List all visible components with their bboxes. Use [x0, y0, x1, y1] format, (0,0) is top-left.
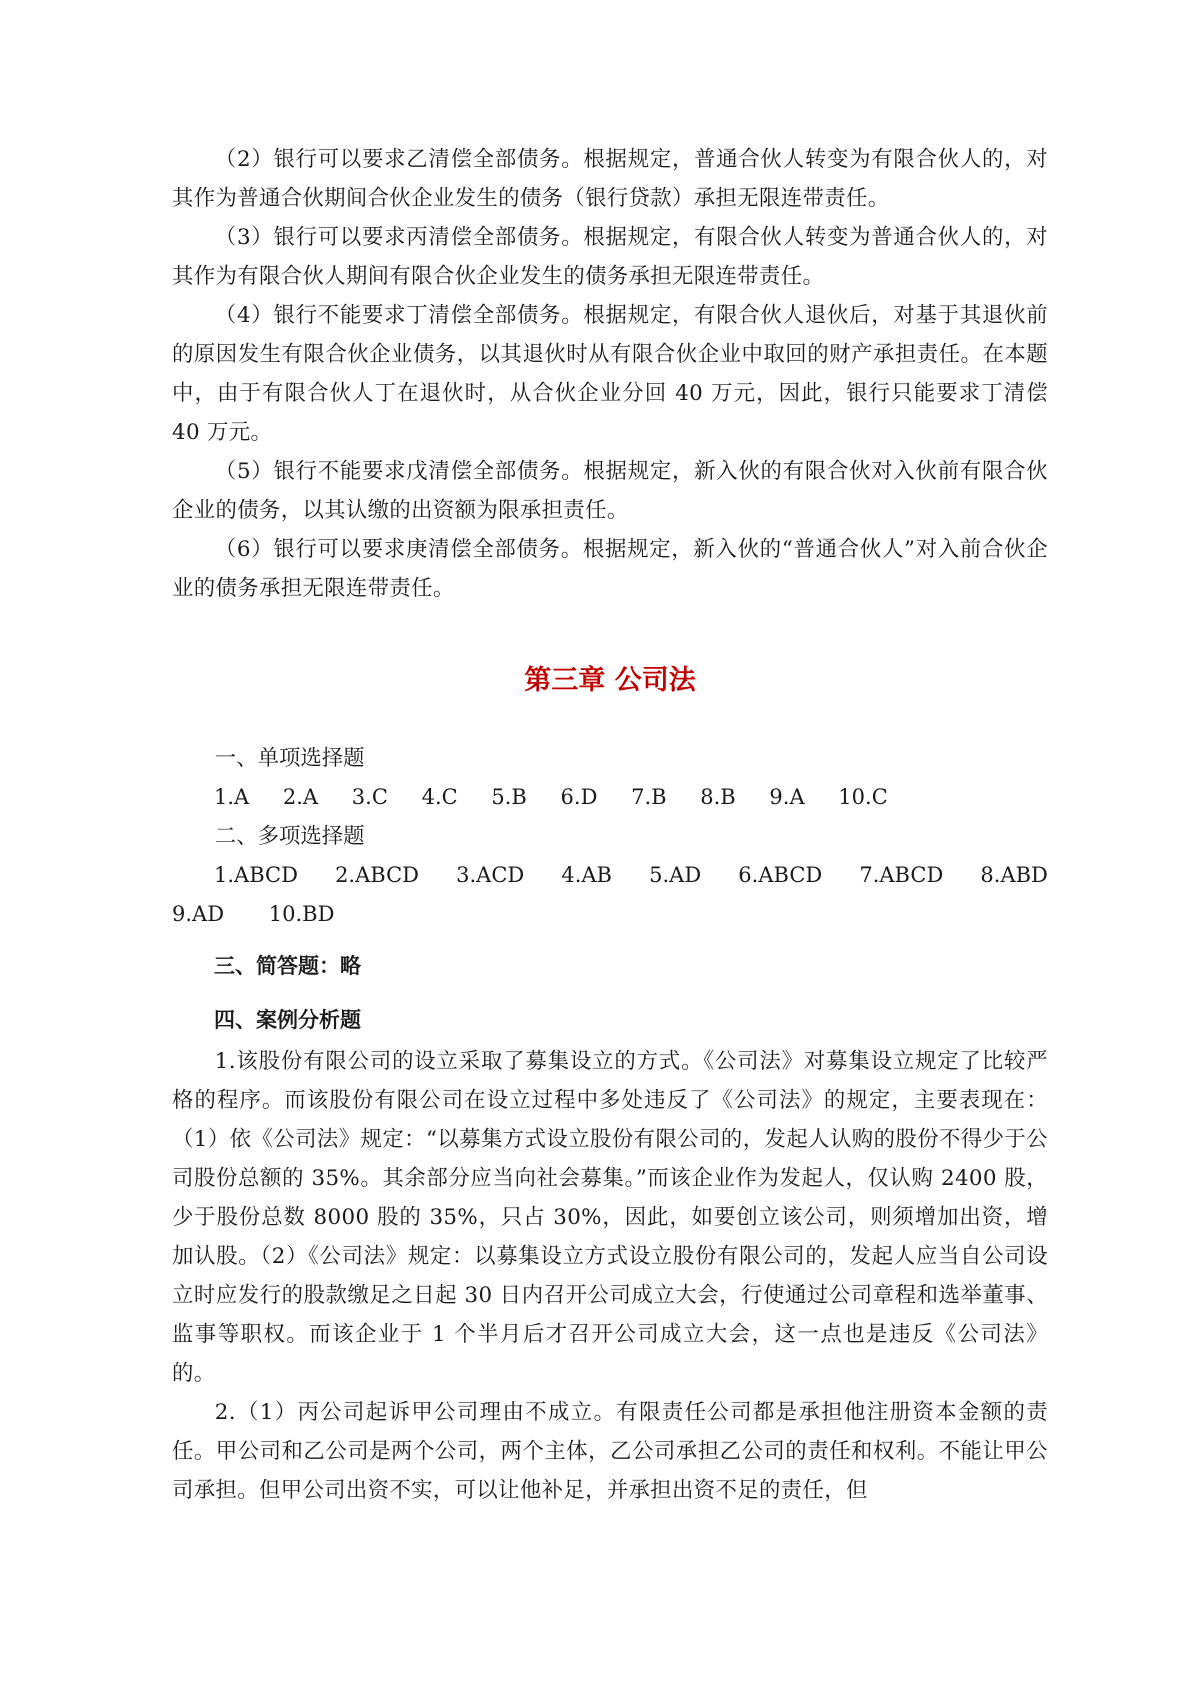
paragraph-2: （2）银行可以要求乙清偿全部债务。根据规定，普通合伙人转变为有限合伙人的，对其作为普通合伙期间合伙企业发生的债务（银行贷款）承担无限连带责任。 [172, 147, 1048, 211]
answer-item: 4.C [421, 785, 458, 809]
case-paragraph-2: 2.（1）丙公司起诉甲公司理由不成立。有限责任公司都是承担他注册资本金额的责任。甲公司和乙公司是两个公司，两个主体，乙公司承担乙公司的责任和权利。不能让甲公司承担。但甲公司出资不实，可以让他补足，并承担出资不足的责任，但 [172, 1400, 1048, 1503]
answer-item: 1.A [214, 785, 250, 809]
section-single-choice: 一、单项选择题 [214, 746, 365, 771]
answer-item: 8.B [700, 785, 736, 809]
multiple-choice-answers-row-2 [172, 895, 1048, 934]
answer-item: 6.ABCD [738, 863, 823, 887]
answer-item: 8.ABD [980, 863, 1048, 887]
answer-item: 5.B [491, 785, 527, 809]
paragraph-3: （3）银行可以要求丙清偿全部债务。根据规定，有限合伙人转变为普通合伙人的，对其作为有限合伙人期间有限合伙企业发生的债务承担无限连带责任。 [172, 225, 1048, 289]
answer-item: 2.ABCD [335, 863, 419, 887]
case-paragraph-1: 1.该股份有限公司的设立采取了募集设立的方式。《公司法》对募集设立规定了比较严格的程序。而该股份有限公司在设立过程中多处违反了《公司法》的规定，主要表现在：（1）依《公司法》规定：“以募集方式设立股份有限公司的，发起人认购的股份不得少于公司股份总额的 35%。其余部分应当向社会募集。”而该企业作为发起人，仅认购 2400 股，少于股份总数 8000 股的 35%，只占 30%，因此，如要创立该公司，则须增加出资，增加认股。（2）《公司法》规定：以募集设立方式设立股份有限公司的，发起人应当自公司设立时应发行的股款缴足之日起 30 日内召开公司成立大会，行使通过公司章程和选举董事、监事等职权。而该企业于 1 个半月后才召开公司成立大会，这一点也是违反《公司法》的。 [172, 1049, 1048, 1386]
answer-item: 9.A [769, 785, 805, 809]
answer-item: 3.ACD [456, 863, 525, 887]
answer-item: 2.A [282, 785, 319, 809]
answer-item: 7.ABCD [859, 863, 944, 887]
chapter-title: 第三章 公司法 [524, 665, 696, 696]
answer-item: 10.C [838, 785, 888, 809]
answer-item: 1.ABCD [214, 863, 298, 887]
section-case-analysis: 四、案例分析题 [214, 1008, 361, 1032]
answer-item: 5.AD [649, 863, 702, 887]
document-page [172, 140, 1048, 1510]
section-short-answer: 三、简答题：略 [214, 954, 361, 978]
multiple-choice-answers-row-1 [172, 856, 1048, 895]
answer-item: 3.C [351, 785, 388, 809]
answer-item: 9.AD [172, 902, 225, 926]
section-multiple-choice: 二、多项选择题 [214, 824, 365, 849]
single-choice-answers [172, 778, 1048, 817]
paragraph-5: （5）银行不能要求戊清偿全部债务。根据规定，新入伙的有限合伙对入伙前有限合伙企业的债务，以其认缴的出资额为限承担责任。 [172, 459, 1048, 523]
answer-item: 7.B [631, 785, 667, 809]
paragraph-4: （4）银行不能要求丁清偿全部债务。根据规定，有限合伙人退伙后，对基于其退伙前的原因发生有限合伙企业债务，以其退伙时从有限合伙企业中取回的财产承担责任。在本题中，由于有限合伙人丁在退伙时，从合伙企业分回 40 万元，因此，银行只能要求丁清偿 40 万元。 [172, 303, 1048, 445]
answer-item: 6.D [560, 785, 598, 809]
paragraph-6: （6）银行可以要求庚清偿全部债务。根据规定，新入伙的“普通合伙人”对入前合伙企业的债务承担无限连带责任。 [172, 537, 1048, 601]
answer-item: 10.BD [268, 902, 335, 926]
answer-item: 4.AB [561, 863, 612, 887]
